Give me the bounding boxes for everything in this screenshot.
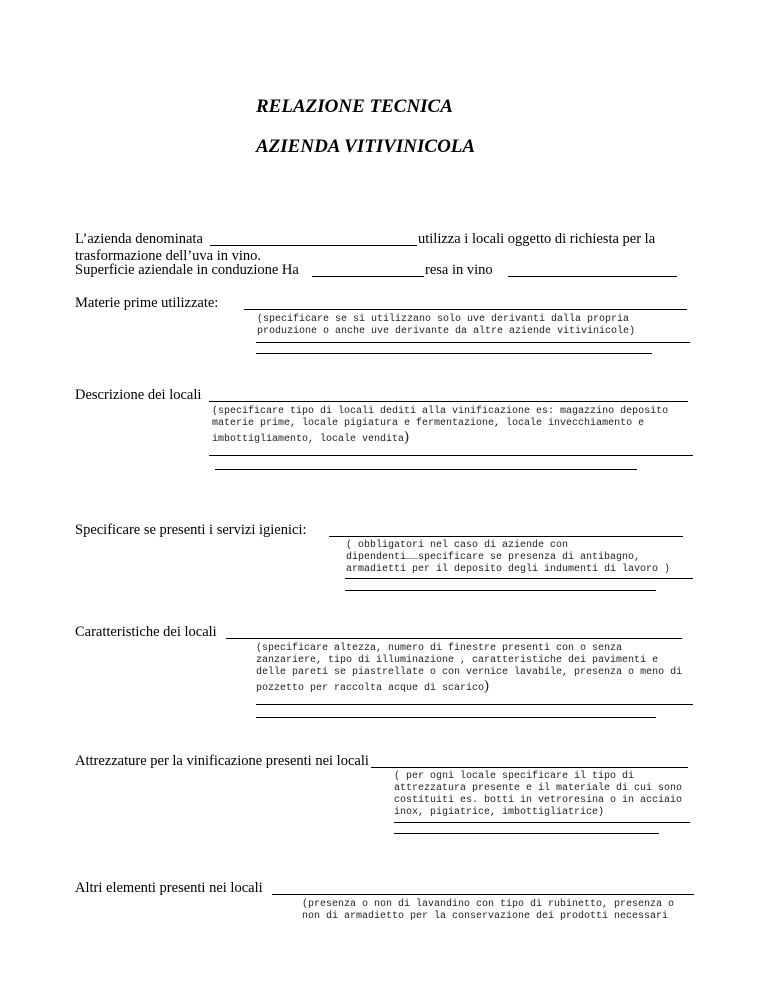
servizi-line-3[interactable] [345,590,656,591]
title-line-2: AZIENDA VITIVINICOLA [256,136,476,157]
servizi-line-2[interactable] [345,578,693,579]
descrizione-line-3[interactable] [215,469,637,470]
descrizione-locali-field[interactable] [209,401,688,402]
materie-prime-line-2[interactable] [256,342,690,343]
descrizione-locali-label: Descrizione dei locali [75,387,202,403]
altri-note-1: (presenza o non di lavandino con tipo di rubinetto, presenza o [302,899,675,910]
altri-elementi-label: Altri elementi presenti nei locali [75,880,263,896]
attrezzature-note-2: attrezzatura presente e il materiale di cui sono [394,783,683,794]
attrezzature-note-3: costituiti es. botti in vetroresina o in acciaio [394,795,683,806]
materie-prime-line-3[interactable] [256,353,652,354]
altri-note-2: non di armadietto per la conservazione dei prodotti necessari [302,911,669,922]
caratteristiche-note-1: (specificare altezza, numero di finestre presenti con o senza [256,643,623,654]
descrizione-note-3: imbottigliamento, locale vendita) [212,429,410,445]
materie-prime-note-2: produzione o anche uve derivante da altre aziende vitivinicole) [257,326,636,337]
attrezzature-line-2[interactable] [394,822,690,823]
attrezzature-note-1: ( per ogni locale specificare il tipo di [394,771,635,782]
attrezzature-line-3[interactable] [394,833,659,834]
servizi-note-1: ( obbligatori nel caso di aziende con [346,540,569,551]
caratteristiche-locali-label: Caratteristiche dei locali [75,624,217,640]
servizi-note-3: armadietti per il deposito degli indumenti di lavoro ) [346,564,671,575]
descrizione-line-2[interactable] [209,455,693,456]
caratteristiche-note-4: pozzetto per raccolta acque di scarico) [256,678,490,694]
attrezzature-label: Attrezzature per la vinificazione presenti nei locali [75,753,369,769]
intro-transformation-text: trasformazione dell’uva in vino. [75,248,262,264]
servizi-igienici-field[interactable] [329,536,683,537]
materie-prime-field[interactable] [244,309,687,310]
servizi-igienici-label: Specificare se presenti i servizi igienici: [75,522,307,538]
company-name-field[interactable] [210,245,417,246]
caratteristiche-note-2: zanzariere, tipo di illuminazione , caratteristiche dei pavimenti e [256,655,659,666]
wine-yield-field[interactable] [508,276,677,277]
caratteristiche-note-3: delle pareti se piastrellate o con vernice lavabile, presenza o meno di [256,667,683,678]
servizi-note-2: dipendenti……specificare se presenza di antibagno, [346,552,641,563]
attrezzature-note-4: inox, pigiatrice, imbottigliatrice) [394,807,605,818]
caratteristiche-line-3[interactable] [256,717,656,718]
attrezzature-field[interactable] [371,767,688,768]
intro-surface-label: Superficie aziendale in conduzione Ha [75,262,299,278]
altri-elementi-field[interactable] [272,894,694,895]
intro-company-label: L’azienda denominata [75,231,203,247]
surface-ha-field[interactable] [312,276,424,277]
descrizione-note-1: (specificare tipo di locali dediti alla vinificazione es: magazzino deposito [212,406,669,417]
intro-usage-text: utilizza i locali oggetto di richiesta per la [418,231,656,247]
intro-yield-label: resa in vino [425,262,493,278]
title-line-1: RELAZIONE TECNICA [256,96,453,117]
caratteristiche-line-2[interactable] [256,704,693,705]
materie-prime-label: Materie prime utilizzate: [75,295,219,311]
materie-prime-note-1: (specificare se si utilizzano solo uve derivanti dalla propria [257,314,630,325]
caratteristiche-locali-field[interactable] [226,638,682,639]
descrizione-note-2: materie prime, locale pigiatura e fermentazione, locale invecchiamento e [212,418,645,429]
